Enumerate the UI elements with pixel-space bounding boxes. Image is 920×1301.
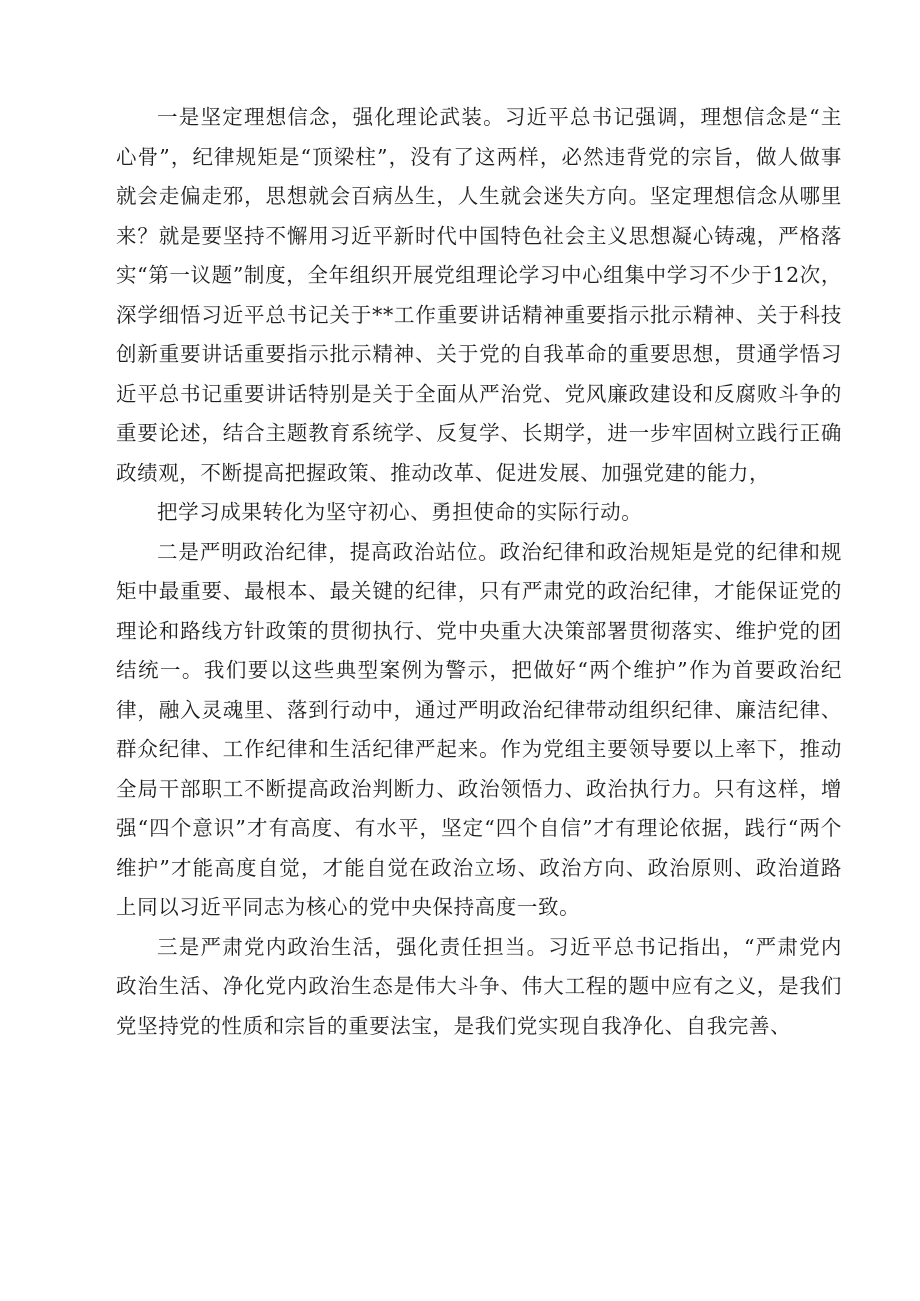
paragraph-ideals-belief: 一是坚定理想信念，强化理论武装。习近平总书记强调，理想信念是“主心骨”，纪律规矩是“顶梁柱”，没有了这两样，必然违背党的宗旨，做人做事就会走偏走邪，思想就会百病丛生，人生就会迷失方向。坚定理想信念从哪里来？就是要坚持不懈用习近平新时代中国特色社会主义思想凝心铸魂，严格落实“第一议题”制度，全年组织开展党组理论学习中心组集中学习不少于12次，深学细悟习近平总书记关于**工作重要讲话精神重要指示批示精神、关于科技创新重要讲话重要指示批示精神、关于党的自我革命的重要思想，贯通学悟习近平总书记重要讲话特别是关于全面从严治党、党风廉政建设和反腐败斗争的重要论述，结合主题教育系统学、反复学、长期学，进一步牢固树立践行正确政绩观，不断提高把握政策、推动改革、促进发展、加强党建的能力， <box>116 105 842 485</box>
paragraph-political-discipline: 二是严明政治纪律，提高政治站位。政治纪律和政治规矩是党的纪律和规矩中最重要、最根本、最关键的纪律，只有严肃党的政治纪律，才能保证党的理论和路线方针政策的贯彻执行、党中央重大决策部署贯彻落实、维护党的团结统一。我们要以这些典型案例为警示，把做好“两个维护”作为首要政治纪律，融入灵魂里、落到行动中，通过严明政治纪律带动组织纪律、廉洁纪律、群众纪律、工作纪律和生活纪律严起来。作为党组主要领导要以上率下，推动全局干部职工不断提高政治判断力、政治领悟力、政治执行力。只有这样，增强“四个意识”才有高度、有水平，坚定“四个自信”才有理论依据，践行“两个维护”才能高度自觉，才能自觉在政治立场、政治方向、政治原则、政治道路上同以习近平同志为核心的党中央保持高度一致。 <box>116 539 842 919</box>
document-body <box>116 98 842 1046</box>
paragraph-learning-outcomes: 把学习成果转化为坚守初心、勇担使命的实际行动。 <box>157 500 643 524</box>
paragraph-inner-party-life: 三是严肃党内政治生活，强化责任担当。习近平总书记指出，“严肃党内政治生活、净化党内政治生态是伟大斗争、伟大工程的题中应有之义，是我们党坚持党的性质和宗旨的重要法宝，是我们党实现自我净化、自我完善、 <box>116 934 842 1038</box>
